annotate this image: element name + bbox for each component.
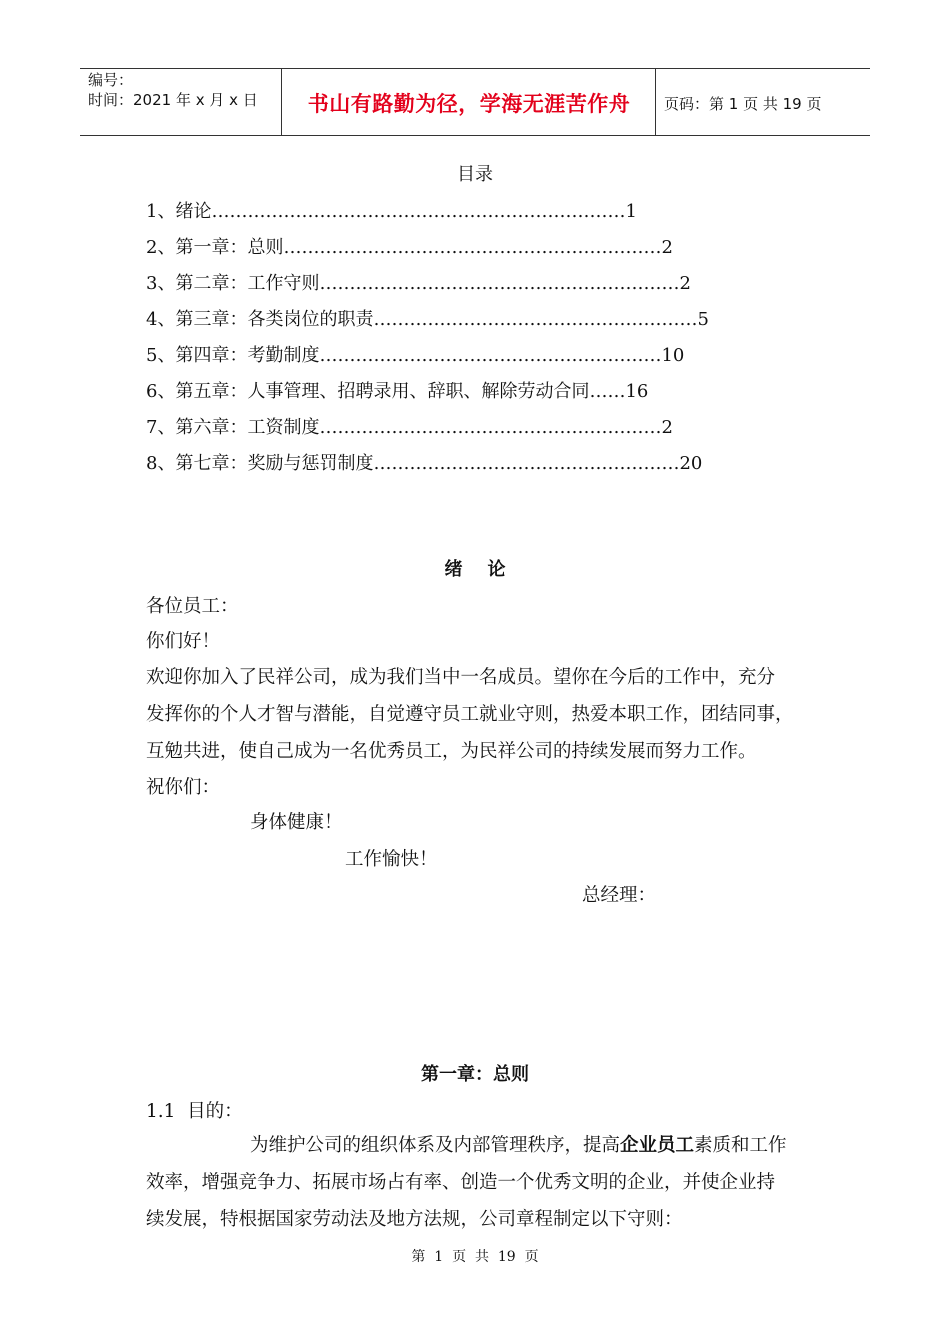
header-motto: 书山有路勤为径，学海无涯苦作舟 xyxy=(307,92,631,116)
toc-item[interactable] xyxy=(146,413,673,439)
toc-item-text: 5、第四章：考勤制度 xyxy=(146,345,320,366)
header-divider-right xyxy=(655,68,656,136)
toc-item[interactable] xyxy=(146,449,702,475)
greeting-line: 你们好！ xyxy=(146,631,221,652)
toc-item-leader: …… xyxy=(589,381,626,402)
signature-label: 总经理： xyxy=(582,885,657,906)
greeting-line: 各位员工： xyxy=(146,596,239,617)
paragraph-line: 互勉共进，使自己成为一名优秀员工，为民祥公司的持续发展而努力工作。 xyxy=(146,741,757,762)
toc-item-text: 7、第六章：工资制度 xyxy=(146,417,320,438)
toc-item[interactable] xyxy=(146,341,684,367)
toc-item-text: 1、绪论 xyxy=(146,201,212,222)
paragraph-text: 为维护公司的组织体系及内部管理秩序，提高 xyxy=(250,1135,621,1156)
header-meta xyxy=(88,70,258,110)
wish-item: 身体健康！ xyxy=(250,812,343,833)
header-page-number: 页码：第 1 页 共 19 页 xyxy=(664,95,822,113)
toc-item-leader: ………………………………………………… xyxy=(319,345,662,366)
toc-item-text: 2、第一章：总则 xyxy=(146,237,284,258)
toc-item-leader: …………………………………………… xyxy=(373,453,680,474)
emphasized-text: 企业员工 xyxy=(620,1135,695,1156)
wish-item: 工作愉快！ xyxy=(345,849,438,870)
toc-item-text: 4、第三章：各类岗位的职责 xyxy=(146,309,374,330)
toc-item[interactable] xyxy=(146,269,691,295)
paragraph-text: 素质和工作 xyxy=(694,1135,787,1156)
toc-item-text: 3、第二章：工作守则 xyxy=(146,273,320,294)
section-title: 1.1 目的： xyxy=(146,1101,243,1122)
paragraph-line: 效率，增强竞争力、拓展市场占有率、创造一个优秀文明的企业，并使企业持 xyxy=(146,1172,776,1193)
toc-item-leader: …………………………………………………… xyxy=(319,273,680,294)
toc-item-text: 6、第五章：人事管理、招聘录用、辞职、解除劳动合同 xyxy=(146,381,590,402)
paragraph-line: 续发展，特根据国家劳动法及地方法规，公司章程制定以下守则： xyxy=(146,1209,683,1230)
toc-item-page: 2 xyxy=(661,417,673,438)
toc-item[interactable] xyxy=(146,377,648,403)
wish-line: 祝你们： xyxy=(146,777,221,798)
document-date-label: 时间：2021 年 x 月 x 日 xyxy=(88,91,258,109)
header-divider-left xyxy=(281,68,282,136)
toc-item-leader: ………………………………………………… xyxy=(319,417,662,438)
toc-title: 目录 xyxy=(457,164,493,185)
header-top-border xyxy=(80,68,870,69)
toc-item-page: 2 xyxy=(679,273,691,294)
toc-item[interactable] xyxy=(146,305,709,331)
toc-item-leader: ……………………………………………………… xyxy=(283,237,662,258)
toc-item[interactable] xyxy=(146,197,637,223)
page-footer: 第 1 页 共 19 页 xyxy=(411,1249,539,1265)
toc-item[interactable] xyxy=(146,233,673,259)
header-bottom-border xyxy=(80,135,870,136)
toc-item-page: 10 xyxy=(661,345,685,366)
toc-item-page: 2 xyxy=(661,237,673,258)
toc-item-page: 1 xyxy=(625,201,637,222)
document-number-label: 编号： xyxy=(88,71,134,89)
chapter-heading: 第一章：总则 xyxy=(421,1064,529,1085)
toc-item-text: 8、第七章：奖励与惩罚制度 xyxy=(146,453,374,474)
toc-item-page: 20 xyxy=(679,453,703,474)
paragraph-line: 欢迎你加入了民祥公司，成为我们当中一名成员。望你在今后的工作中，充分 xyxy=(146,667,776,688)
introduction-heading: 绪 论 xyxy=(444,559,506,580)
toc-item-leader: ……………………………………………… xyxy=(373,309,698,330)
toc-item-leader: …………………………………………………………… xyxy=(211,201,626,222)
toc-item-page: 16 xyxy=(625,381,649,402)
toc-item-page: 5 xyxy=(697,309,709,330)
paragraph-line xyxy=(250,1131,787,1157)
paragraph-line: 发挥你的个人才智与潜能，自觉遵守员工就业守则，热爱本职工作，团结同事， xyxy=(146,704,794,725)
